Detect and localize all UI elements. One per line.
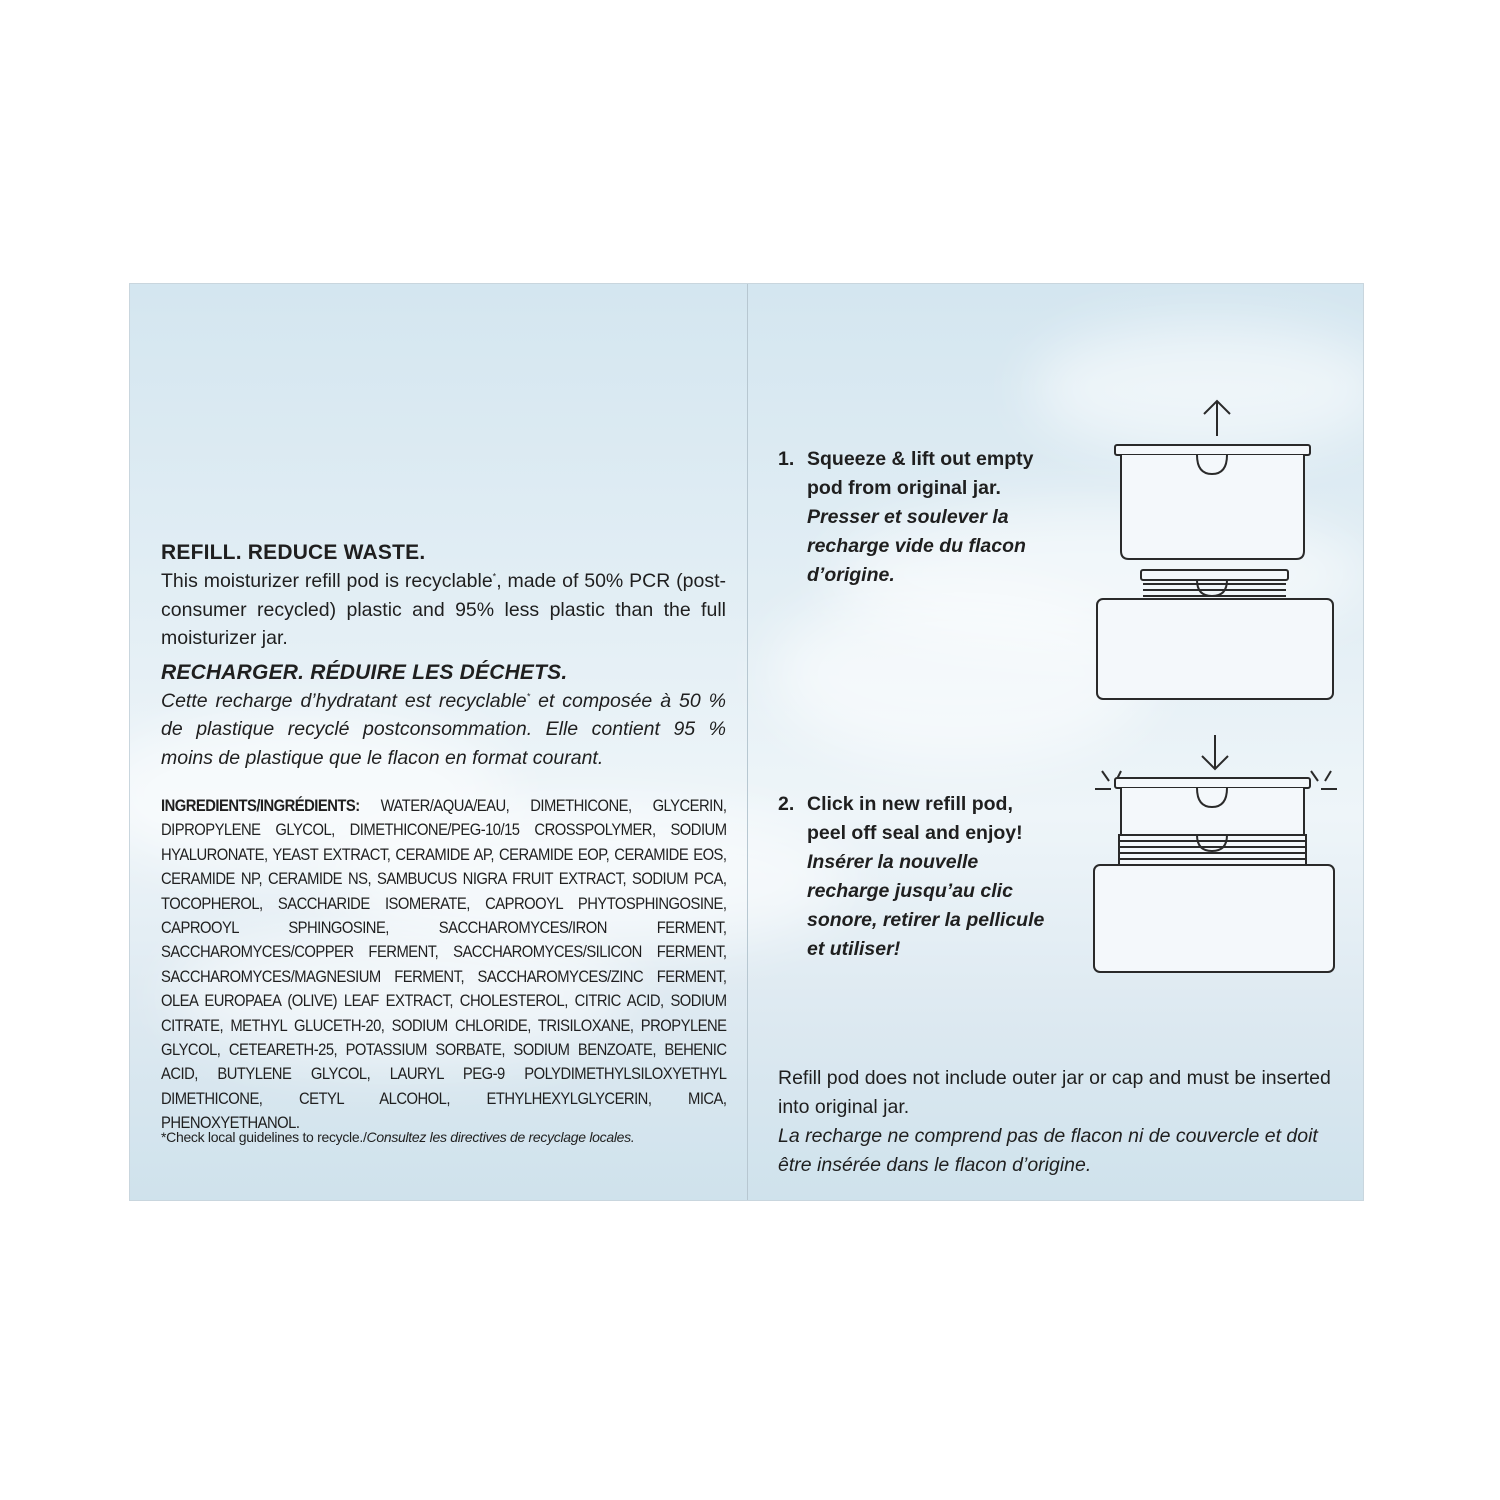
asterisk: * <box>526 691 531 701</box>
step-1-en <box>778 445 1108 474</box>
heading-fr: RECHARGER. RÉDUIRE LES DÉCHETS. <box>161 660 568 684</box>
body-en <box>161 567 726 653</box>
step-1-en-line2: pod from original jar. <box>807 477 1001 499</box>
step-1-number: 1. <box>778 448 795 470</box>
step-2-illustration <box>1085 731 1355 981</box>
recycle-footnote <box>161 1129 634 1145</box>
step-2-en <box>778 790 1108 819</box>
step-2-number: 2. <box>778 793 795 815</box>
step-1-illustration <box>1085 396 1355 706</box>
body-fr-text-cont: et composée à 50 % de plastique recyclé postconsommation. Elle contient 95 % moins de plastique que le flacon en format courant. <box>161 689 726 769</box>
ingredients-label: INGREDIENTS/INGRÉDIENTS: <box>161 796 360 815</box>
note-en: Refill pod does not include outer jar or cap and must be inserted into original jar. <box>778 1067 1331 1118</box>
body-en-text-cont: , made of 50% PCR (post-consumer recycled) plastic and 95% less plastic than the full moisturizer jar. <box>161 570 727 649</box>
fold-line <box>747 284 748 1201</box>
footnote-fr: Consultez les directives de recyclage locales. <box>366 1129 635 1145</box>
ingredients-text: WATER/AQUA/EAU, DIMETHICONE, GLYCERIN, DIPROPYLENE GLYCOL, DIMETHICONE/PEG-10/15 CROSSPOLYMER, SODIUM HYALURONATE, YEAST EXTRACT, CERAMIDE AP, CERAMIDE EOP, CERAMIDE EOS, CERAMIDE NP, CERAMIDE NS, SAMBUCUS NIGRA FRUIT EXTRACT, SODIUM PCA, TOCOPHEROL, SACCHARIDE ISOMERATE, CAPROOYL PHYTOSPHINGOSINE, CAPROOYL SPHINGOSINE, SACCHAROMYCES/IRON FERMENT, SACCHAROMYCES/COPPER FERMENT, SACCHAROMYCES/SILICON FERMENT, SACCHAROMYCES/MAGNESIUM FERMENT, SACCHAROMYCES/ZINC FERMENT, OLEA EUROPAEA (OLIVE) LEAF EXTRACT, CHOLESTEROL, CITRIC ACID, SODIUM CITRATE, METHYL GLUCETH-20, SODIUM CHLORIDE, TRISILOXANE, PROPYLENE GLYCOL, CETEARETH-25, POTASSIUM SORBATE, SODIUM BENZOATE, BEHENIC ACID, BUTYLENE GLYCOL, LAURYL PEG-9 POLYDIMETHYLSILOXYETHYL DIMETHICONE, CETYL ALCOHOL, ETHYLHEXYLGLYCERIN, MICA, PHENOXYETHANOL. <box>161 796 727 1133</box>
jar-icon <box>1094 835 1334 972</box>
down-arrow-icon <box>1202 735 1228 769</box>
up-arrow-icon <box>1204 401 1230 436</box>
asterisk: * <box>492 571 497 582</box>
step-2-fr: Insérer la nouvelle recharge jusqu’au clic sonore, retirer la pellicule et utiliser! <box>807 851 1045 960</box>
body-fr <box>161 687 726 773</box>
body-en-text: This moisturizer refill pod is recyclable <box>161 570 493 592</box>
step-2-en-line2: peel off seal and enjoy! <box>807 822 1023 844</box>
leaflet-card <box>129 283 1364 1201</box>
heading-en: REFILL. REDUCE WASTE. <box>161 541 426 564</box>
step-2-en-line1: Click in new refill pod, <box>807 793 1013 815</box>
refill-note <box>778 1064 1338 1180</box>
footnote-en: *Check local guidelines to recycle./ <box>161 1129 367 1145</box>
ingredients-list <box>161 794 727 1136</box>
left-panel <box>161 539 726 1136</box>
body-fr-text: Cette recharge d’hydratant est recyclable <box>161 689 527 712</box>
step-1-fr: Presser et soulever la recharge vide du flacon d’origine. <box>807 506 1026 586</box>
refill-pod-icon <box>1115 445 1310 559</box>
refill-pod-icon <box>1115 778 1310 835</box>
note-fr: La recharge ne comprend pas de flacon ni de couvercle et doit être insérée dans le flacon d’origine. <box>778 1125 1318 1176</box>
jar-icon <box>1097 570 1333 699</box>
step-1-en-line1: Squeeze & lift out empty <box>807 448 1034 470</box>
step-2 <box>778 790 1108 964</box>
step-1 <box>778 445 1108 590</box>
